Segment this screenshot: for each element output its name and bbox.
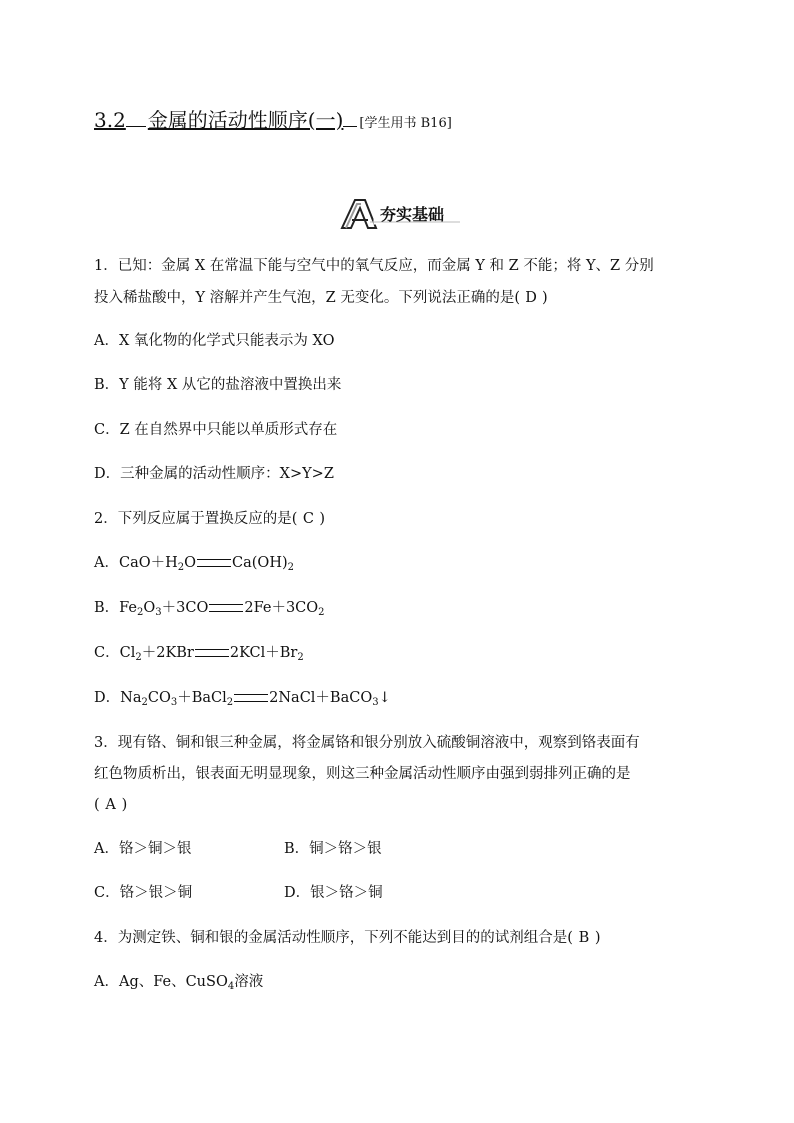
- q4-stem: [94, 929, 601, 947]
- section-heading: 金属的活动性顺序(一): [147, 108, 344, 132]
- formula-part: 2KCl＋Br: [229, 645, 298, 661]
- equals-sign: [197, 559, 231, 567]
- formula-part: Ca(OH): [232, 555, 288, 571]
- subscript: 4: [227, 981, 235, 992]
- equals-sign: [195, 649, 229, 657]
- equals-sign: [234, 694, 268, 702]
- option-label: D．: [94, 690, 121, 706]
- title-underline-gap: [126, 112, 146, 127]
- subscript: 2: [226, 697, 234, 708]
- q1-option-a: A．X 氧化物的化学式只能表示为 XO: [94, 333, 335, 349]
- formula-part: O: [143, 600, 156, 616]
- q3-open-paren: (: [94, 797, 100, 813]
- formula-part: ＋2KBr: [141, 645, 194, 661]
- q4-stem-text: 4．为测定铁、铜和银的金属活动性顺序，下列不能达到目的的试剂组合是(: [94, 930, 573, 946]
- q3-stem-line2: 红色物质析出，银表面无明显现象，则这三种金属活动性顺序由强到弱排列正确的是: [94, 766, 631, 782]
- subscript: 3: [170, 697, 178, 708]
- q2-option-c: [94, 644, 304, 667]
- q1-option-d: D．三种金属的活动性顺序：X>Y>Z: [94, 466, 334, 482]
- formula-part: 溶液: [234, 974, 264, 990]
- subscript: 2: [318, 607, 325, 618]
- precipitate-arrow-icon: ↓: [378, 690, 391, 706]
- section-title: [94, 104, 452, 133]
- q2-option-d: [94, 689, 391, 712]
- q3-option-d: D．银＞铬＞铜: [284, 885, 383, 901]
- book-reference: [学生用书 B16]: [359, 116, 452, 131]
- formula-part: A．Ag、Fe、CuSO: [94, 974, 228, 990]
- q2-option-b: [94, 599, 325, 622]
- badge-letter-icon: [342, 200, 376, 228]
- option-label: B．: [94, 600, 120, 616]
- formula-part: ＋3CO: [161, 600, 209, 616]
- title-underline-gap: [343, 112, 357, 127]
- q1-stem-line1: 1．已知：金属 X 在常温下能与空气中的氧气反应，而金属 Y 和 Z 不能；将 Y、Z 分别: [94, 258, 654, 274]
- q1-option-b: B．Y 能将 X 从它的盐溶液中置换出来: [94, 377, 342, 393]
- badge-label: 夯实基础: [380, 205, 445, 224]
- q3-answer-line: [94, 796, 127, 814]
- subscript: 3: [372, 697, 379, 708]
- q3-close-paren: ): [121, 797, 128, 813]
- option-label: C．: [94, 645, 120, 661]
- q2-answer: C: [302, 511, 314, 527]
- q1-answer: D: [525, 290, 537, 306]
- formula-part: ＋BaCl: [177, 690, 227, 706]
- q2-option-a: [94, 554, 294, 577]
- formula-part: Cl: [119, 645, 136, 661]
- formula-part: O: [184, 555, 197, 571]
- q3-option-c: C．铬＞银＞铜: [94, 885, 193, 901]
- q3-option-row-1: [94, 840, 191, 858]
- q1-close-paren: ): [542, 290, 548, 306]
- q1-stem-text: 投入稀盐酸中，Y 溶解并产生气泡，Z 无变化。下列说法正确的是(: [94, 290, 521, 306]
- q2-stem: [94, 510, 325, 528]
- formula-part: Na: [120, 690, 142, 706]
- subscript: 2: [177, 562, 185, 573]
- q2-close-paren: ): [319, 511, 326, 527]
- formula-part: 2NaCl＋BaCO: [269, 690, 373, 706]
- q1-option-c: C．Z 在自然界中只能以单质形式存在: [94, 422, 338, 438]
- subscript: 2: [135, 652, 142, 663]
- q4-option-a: [94, 973, 263, 996]
- subscript: 2: [141, 697, 148, 708]
- formula-part: 2Fe＋3CO: [244, 600, 319, 616]
- formula-part: Fe: [119, 600, 138, 616]
- section-number: 3.2: [94, 108, 126, 132]
- equals-sign: [209, 604, 243, 612]
- formula-part: CaO＋H: [118, 555, 178, 571]
- subscript: 3: [155, 607, 162, 618]
- q3-option-a: A．铬＞铜＞银: [94, 841, 192, 857]
- section-badge: [340, 196, 462, 232]
- formula-part: CO: [147, 690, 171, 706]
- q3-option-b: B．铜＞铬＞银: [284, 841, 382, 857]
- q1-stem-line2: [94, 289, 548, 307]
- option-label: A．: [94, 555, 119, 571]
- subscript: 2: [297, 652, 304, 663]
- subscript: 2: [287, 562, 294, 573]
- q3-stem-line1: 3．现有铬、铜和银三种金属，将金属铬和银分别放入硫酸铜溶液中，观察到铬表面有: [94, 735, 640, 751]
- q3-answer: A: [105, 797, 116, 813]
- subscript: 2: [137, 607, 144, 618]
- q4-close-paren: ): [594, 930, 601, 946]
- q2-stem-text: 2．下列反应属于置换反应的是(: [94, 511, 298, 527]
- q4-answer: B: [578, 930, 590, 946]
- q3-option-row-2: [94, 884, 192, 902]
